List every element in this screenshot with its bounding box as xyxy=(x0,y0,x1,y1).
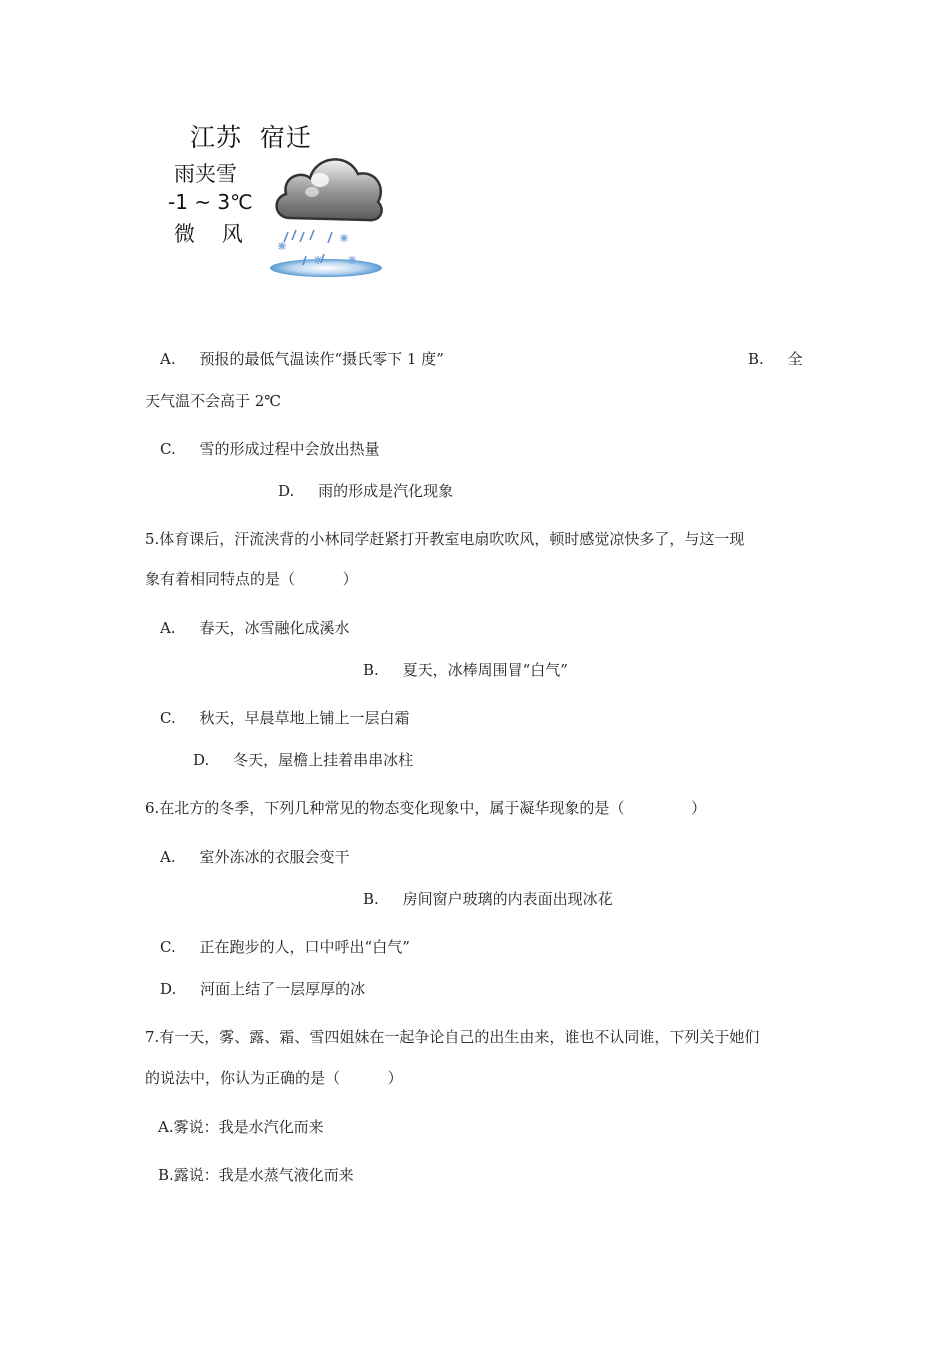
q6-option-d: D. 河面上结了一层厚厚的冰 xyxy=(160,980,366,998)
q5-option-b: B. 夏天，冰棒周围冒“白气” xyxy=(363,661,568,679)
q4-option-b: B. 全 xyxy=(748,350,803,368)
q6-stem: 6.在北方的冬季，下列几种常见的物态变化现象中，属于凝华现象的是（ ） xyxy=(145,799,707,817)
q5-stem: 5.体育课后，汗流浃背的小林同学赶紧打开教室电扇吹吹风，顿时感觉凉快多了，与这一现 xyxy=(145,530,745,548)
q4-option-c: C. 雪的形成过程中会放出热量 xyxy=(160,440,380,458)
q7-stem-continued: 的说法中，你认为正确的是（ ） xyxy=(145,1069,403,1087)
weather-condition: 雨夹雪 xyxy=(174,162,237,186)
cloud-rain-snow-icon xyxy=(268,140,388,285)
q4-option-d: D. 雨的形成是汽化现象 xyxy=(278,482,454,500)
q5-option-d: D. 冬天，屋檐上挂着串串冰柱 xyxy=(193,751,414,769)
q5-stem-continued: 象有着相同特点的是（ ） xyxy=(145,570,358,588)
q4-option-b-continued: 天气温不会高于 2℃ xyxy=(145,392,282,410)
weather-wind: 微 风 xyxy=(174,222,243,246)
q7-option-b: B.露说：我是水蒸气液化而来 xyxy=(158,1166,354,1184)
weather-location: 江苏 宿迁 xyxy=(190,123,312,152)
weather-forecast-image xyxy=(168,118,398,293)
q7-option-a: A.雾说：我是水汽化而来 xyxy=(158,1118,324,1136)
weather-temperature: -1 ~ 3℃ xyxy=(168,190,253,214)
q7-stem: 7.有一天，雾、露、霜、雪四姐妹在一起争论自己的出生由来，谁也不认同谁，下列关于她们 xyxy=(145,1028,760,1046)
q6-option-c: C. 正在跑步的人，口中呼出“白气” xyxy=(160,938,410,956)
q5-option-a: A. 春天，冰雪融化成溪水 xyxy=(160,619,350,637)
q5-option-c: C. 秋天，早晨草地上铺上一层白霜 xyxy=(160,709,410,727)
q6-option-a: A. 室外冻冰的衣服会变干 xyxy=(160,848,350,866)
q6-option-b: B. 房间窗户玻璃的内表面出现冰花 xyxy=(363,890,613,908)
q4-option-a: A. 预报的最低气温读作“摄氏零下 1 度” xyxy=(160,350,444,368)
